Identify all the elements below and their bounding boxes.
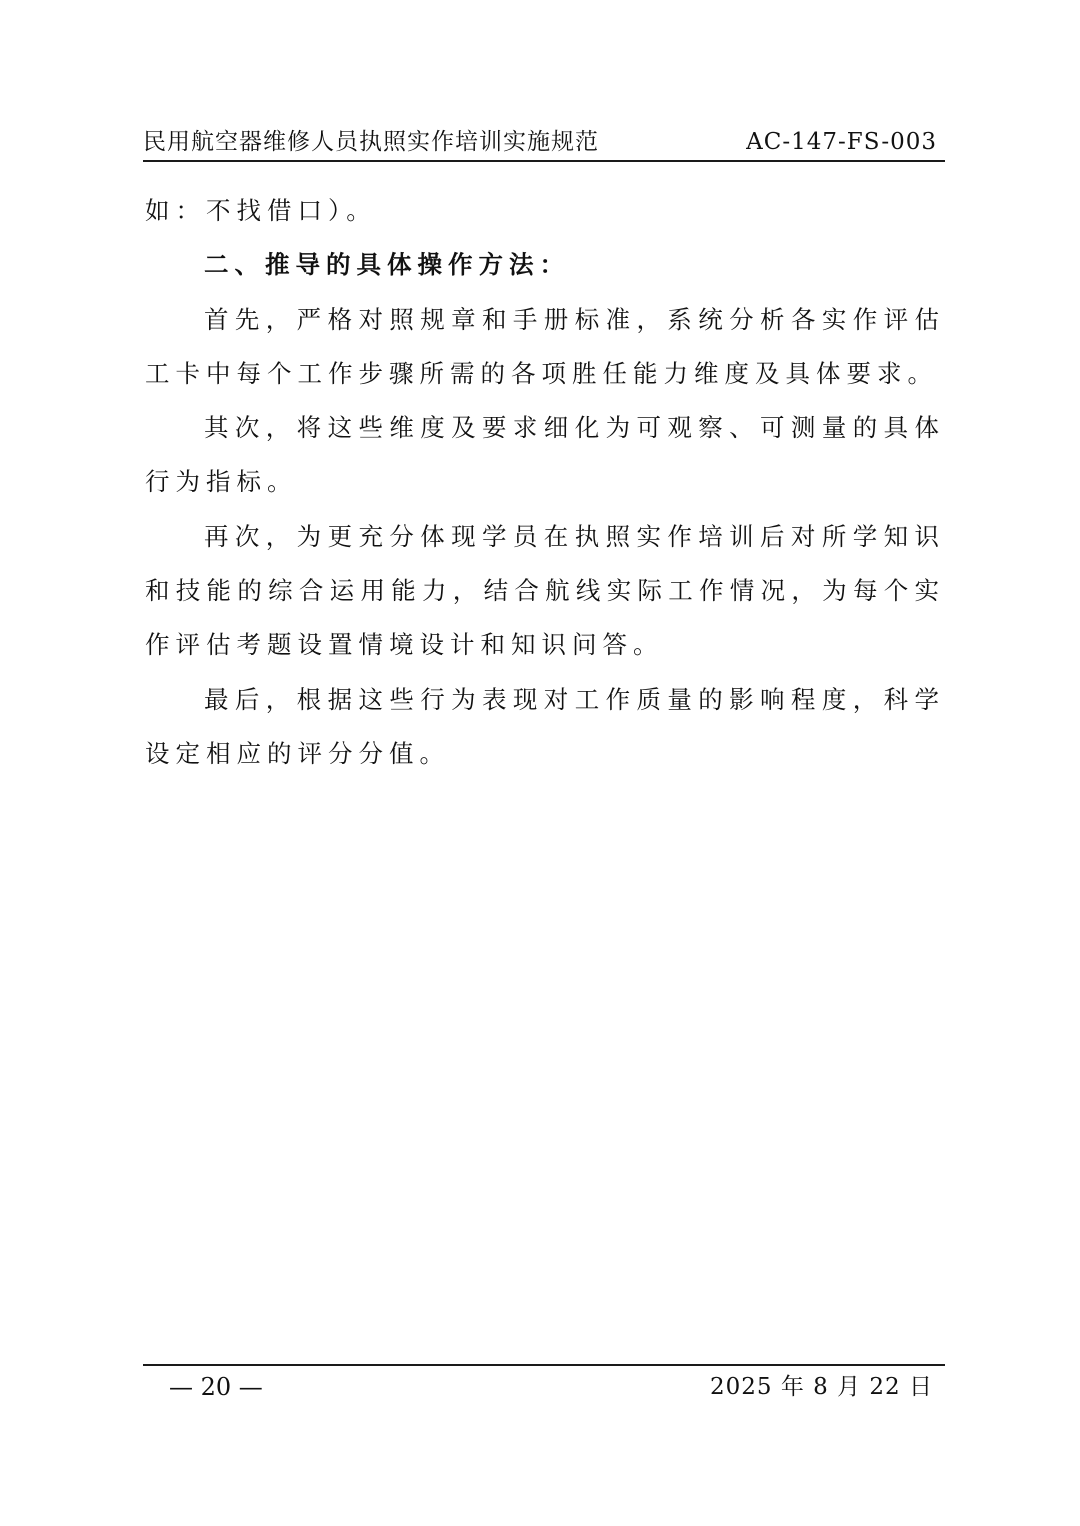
paragraph-fourth: 最后，根据这些行为表现对工作质量的影响程度，科学设定相应的评分分值。	[145, 684, 945, 768]
continuation-text: 如：不找借口）。	[145, 196, 377, 225]
page-number: — 20 —	[169, 1373, 263, 1401]
document-code: AC-147-FS-003	[746, 129, 937, 155]
page-footer	[143, 1364, 945, 1406]
page-body	[145, 184, 945, 781]
document-title: 民用航空器维修人员执照实作培训实施规范	[143, 129, 599, 155]
paragraph-first: 首先，严格对照规章和手册标准，系统分析各实作评估工卡中每个工作步骤所需的各项胜任能力维度及具体要求。	[145, 304, 945, 388]
publish-date: 2025 年 8 月 22 日	[710, 1374, 933, 1400]
paragraph-second: 其次，将这些维度及要求细化为可观察、可测量的具体行为指标。	[145, 413, 945, 497]
section-heading: 二、推导的具体操作方法：	[204, 250, 570, 280]
paragraph-third: 再次，为更充分体现学员在执照实作培训后对所学知识和技能的综合运用能力，结合航线实际工作情况，为每个实作评估考题设置情境设计和知识问答。	[145, 521, 945, 660]
page-header	[143, 126, 945, 162]
